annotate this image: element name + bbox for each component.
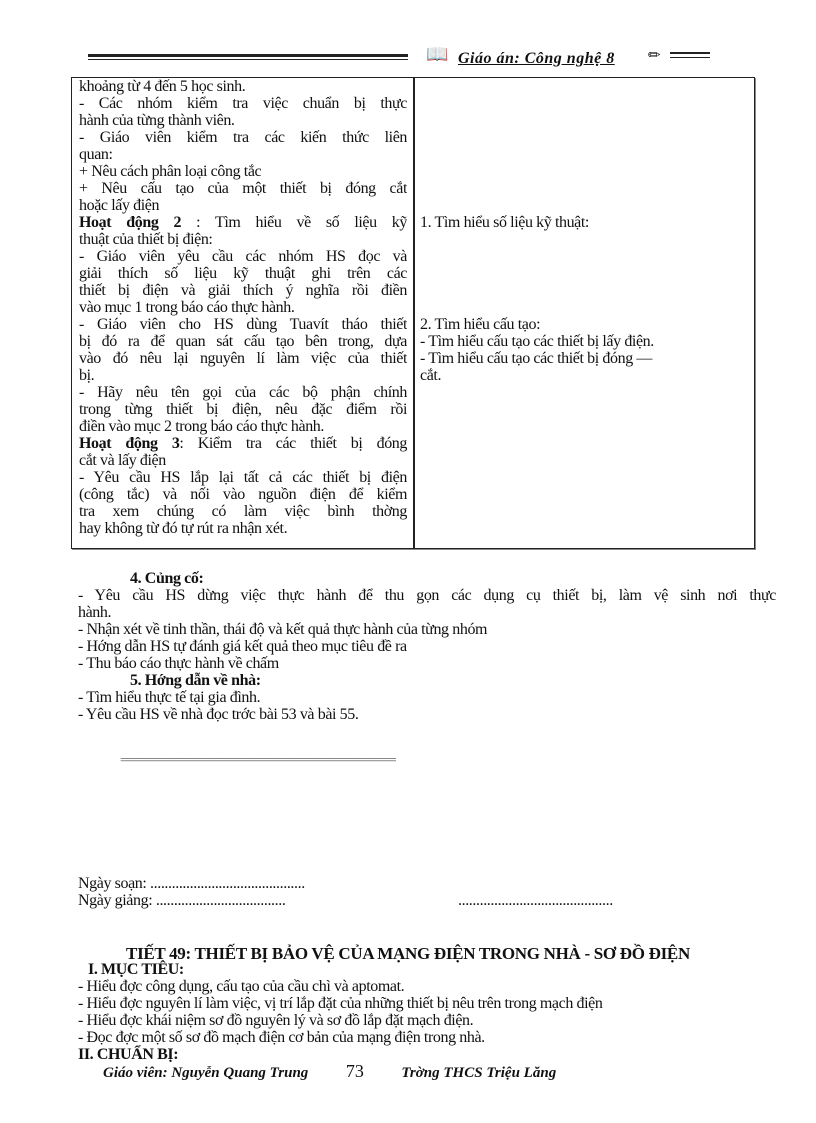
table-line-text: - Các nhóm kiểm tra việc chuẩn bị thực xyxy=(79,95,407,112)
table-line-text: - Hãy nêu tên gọi của các bộ phận chính xyxy=(79,384,407,401)
table-line xyxy=(79,146,407,163)
table-line-text: - Tìm hiểu cấu tạo các thiết bị đóng — xyxy=(420,350,652,367)
table-line xyxy=(79,231,407,248)
table-line xyxy=(79,95,407,112)
table-line xyxy=(79,112,407,129)
table-line xyxy=(79,401,407,418)
table-line-text: hành của từng thành viên. xyxy=(79,112,235,129)
table-line xyxy=(420,197,750,214)
cung-co-line: hành. xyxy=(78,604,112,621)
table-line xyxy=(79,265,407,282)
table-line xyxy=(420,367,750,384)
table-line-text: cắt. xyxy=(420,367,442,384)
table-line xyxy=(420,333,750,350)
table-line xyxy=(79,503,407,520)
cung-co-heading: 4. Củng cố: xyxy=(130,570,204,587)
table-line xyxy=(420,95,750,112)
table-line xyxy=(79,180,407,197)
table-line xyxy=(79,486,407,503)
content-column xyxy=(420,78,750,384)
table-line-text: - Yêu cầu HS lắp lại tất cả các thiết bị điện xyxy=(79,469,407,486)
table-line xyxy=(420,265,750,282)
section-divider: ================================================ xyxy=(120,752,396,767)
objective-line: - Đọc đợc một số sơ đồ mạch điện cơ bản của mạng điện trong nhà. xyxy=(78,1029,485,1046)
table-line xyxy=(420,129,750,146)
table-line-text: bị. xyxy=(79,367,95,384)
table-line xyxy=(79,129,407,146)
table-line-text: - Tìm hiểu cấu tạo các thiết bị lấy điện. xyxy=(420,333,654,350)
table-line xyxy=(79,248,407,265)
ngay-giang: Ngày giảng: .................................... xyxy=(78,892,286,909)
table-line xyxy=(420,214,750,231)
footer-teacher: Giáo viên: Nguyễn Quang Trung xyxy=(103,1065,309,1081)
dates-section xyxy=(78,875,778,909)
cung-co-line: - Nhận xét về tinh thần, thái độ và kết quả thực hành của từng nhóm xyxy=(78,621,488,638)
table-line xyxy=(79,435,407,452)
table-line xyxy=(420,231,750,248)
cung-co-section xyxy=(78,570,778,723)
table-line-text: + Nêu cách phân loại công tắc xyxy=(79,163,262,180)
table-line xyxy=(79,418,407,435)
page-header xyxy=(88,46,728,72)
table-line xyxy=(79,163,407,180)
table-line xyxy=(79,316,407,333)
table-line xyxy=(420,316,750,333)
table-line xyxy=(420,350,750,367)
activity-label: Hoạt động 3 xyxy=(79,435,180,452)
table-line xyxy=(79,520,407,537)
table-line xyxy=(79,452,407,469)
table-line-text: 2. Tìm hiểu cấu tạo: xyxy=(420,316,541,333)
table-line-text: vào mục 1 trong báo cáo thực hành. xyxy=(79,299,295,316)
table-line-text: 1. Tìm hiểu số liệu kỹ thuật: xyxy=(420,214,589,231)
table-line-text: thuật của thiết bị điện: xyxy=(79,231,213,248)
pencil-icon: ✏ xyxy=(648,48,661,64)
table-line xyxy=(420,78,750,95)
table-line-text: vào đó nêu lại nguyên lí làm việc của thiết xyxy=(79,350,407,367)
table-line xyxy=(79,367,407,384)
table-line xyxy=(420,146,750,163)
table-line-text: quan: xyxy=(79,146,113,163)
column-divider xyxy=(413,78,415,548)
table-line xyxy=(79,282,407,299)
huong-dan-line: - Yêu cầu HS về nhà đọc trớc bài 53 và bài 55. xyxy=(78,706,359,723)
huong-dan-heading: 5. Hớng dẫn về nhà: xyxy=(130,672,261,689)
table-line xyxy=(79,197,407,214)
chuan-bi-heading: II. CHUẨN BỊ: xyxy=(78,1046,179,1063)
table-line xyxy=(420,180,750,197)
date-extra-blank: ........................................... xyxy=(458,892,613,909)
huong-dan-line: - Tìm hiểu thực tế tại gia đình. xyxy=(78,689,261,706)
table-line-text: (công tắc) và nối vào nguồn điện để kiểm xyxy=(79,486,407,503)
table-line xyxy=(79,333,407,350)
table-line xyxy=(420,112,750,129)
page-number: 73 xyxy=(345,1061,364,1081)
table-line-text: cắt và lấy điện xyxy=(79,452,166,469)
book-icon: 📖 xyxy=(426,44,449,64)
objective-line: - Hiểu đợc khái niệm sơ đồ nguyên lý và sơ đồ lắp đặt mạch điện. xyxy=(78,1012,474,1029)
objective-line: - Hiểu đợc nguyên lí làm việc, vị trí lắp đặt của những thiết bị nêu trên trong mạch điện xyxy=(78,995,603,1012)
table-line xyxy=(420,163,750,180)
table-line-text: thiết bị điện và giải thích ý nghĩa rồi điền xyxy=(79,282,407,299)
table-line-text: tra xem chúng có làm việc bình thờng xyxy=(79,503,407,520)
activity-label: Hoạt động 2 xyxy=(79,214,182,231)
table-line xyxy=(420,282,750,299)
table-line-text: - Giáo viên yêu cầu các nhóm HS đọc và xyxy=(79,248,407,265)
cung-co-line: - Thu báo cáo thực hành về chấm xyxy=(78,655,279,672)
table-line-text: - Giáo viên cho HS dùng Tuavít tháo thiết xyxy=(79,316,407,333)
table-line xyxy=(79,384,407,401)
table-line xyxy=(79,78,407,95)
table-line-text: : Tìm hiểu về số liệu kỹ xyxy=(181,214,407,231)
muc-tieu-heading: I. MỤC TIÊU: xyxy=(88,961,184,978)
table-line-text: khoảng từ 4 đến 5 học sinh. xyxy=(79,78,246,95)
objective-line: - Hiểu đợc công dụng, cấu tạo của cầu chì và aptomat. xyxy=(78,978,405,995)
table-line-text: điền vào mục 2 trong báo cáo thực hành. xyxy=(79,418,324,435)
ngay-soan: Ngày soạn: ........................................... xyxy=(78,875,305,892)
table-line xyxy=(79,350,407,367)
table-line xyxy=(420,299,750,316)
teacher-activities-column xyxy=(79,78,407,537)
lesson-table xyxy=(71,77,755,549)
table-line xyxy=(79,299,407,316)
lesson-title: TIẾT 49: THIẾT BỊ BẢO VỆ CỦA MẠNG ĐIỆN TRONG NHÀ - SƠ ĐỒ ĐIỆN xyxy=(126,944,690,963)
table-line-text: hoặc lấy điện xyxy=(79,197,160,214)
table-line xyxy=(420,248,750,265)
header-title: Giáo án: Công nghệ 8 xyxy=(458,50,615,67)
table-line-text: - Giáo viên kiểm tra các kiến thức liên xyxy=(79,129,407,146)
table-line-text: + Nêu cấu tạo của một thiết bị đóng cắt xyxy=(79,180,407,197)
table-line-text: giải thích số liệu kỹ thuật ghi trên các xyxy=(79,265,407,282)
table-line xyxy=(79,469,407,486)
cung-co-line: - Yêu cầu HS dừng việc thực hành để thu gọn các dụng cụ thiết bị, làm vệ sinh nơi thực xyxy=(78,587,776,604)
objectives-section xyxy=(78,961,778,1063)
page-footer xyxy=(103,1061,556,1082)
table-line-text: : Kiểm tra các thiết bị đóng xyxy=(179,435,407,452)
table-line-text: bị đó ra để quan sát cấu tạo bên trong, dựa xyxy=(79,333,407,350)
cung-co-line: - Hớng dẫn HS tự đánh giá kết quả theo mục tiêu đề ra xyxy=(78,638,407,655)
table-line-text: trong từng thiết bị điện, nêu đặc điểm rồi xyxy=(79,401,407,418)
table-line xyxy=(79,214,407,231)
table-line-text: hay không từ đó tự rút ra nhận xét. xyxy=(79,520,288,537)
footer-school: Trờng THCS Triệu Lăng xyxy=(401,1065,557,1081)
